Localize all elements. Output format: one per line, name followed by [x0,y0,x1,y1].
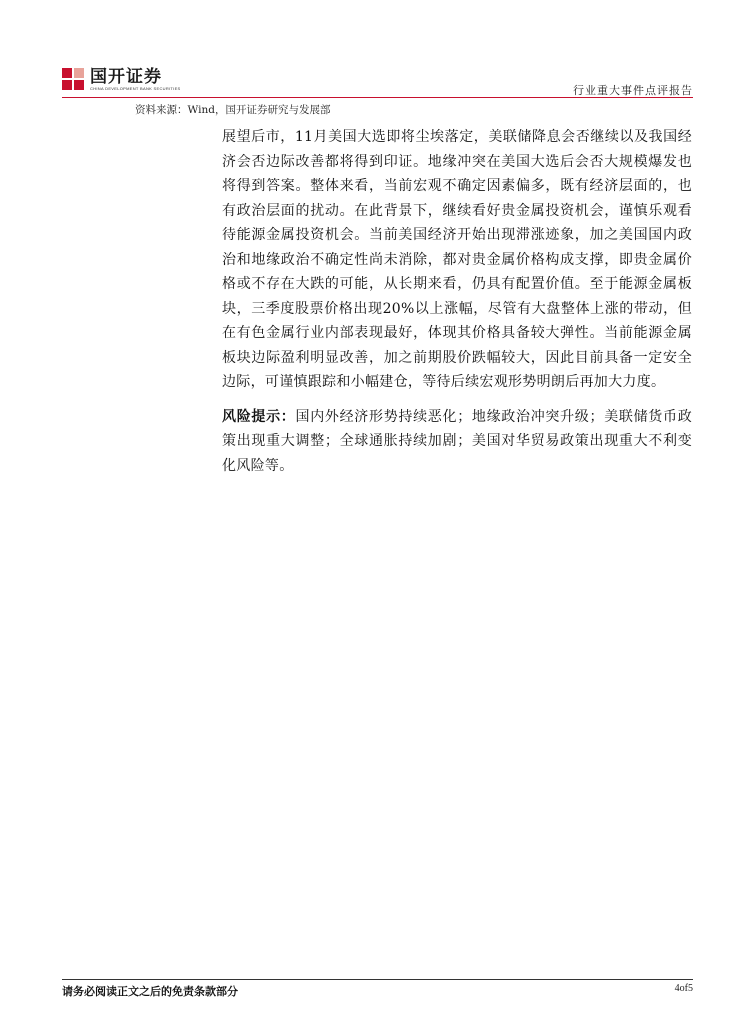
report-type: 行业重大事件点评报告 [573,84,693,97]
company-logo [62,66,181,92]
risk-paragraph [222,405,692,479]
outlook-paragraph: 展望后市，11月美国大选即将尘埃落定，美联储降息会否继续以及我国经济会否边际改善都将得到印证。地缘冲突在美国大选后会否大规模爆发也将得到答案。整体来看，当前宏观不确定因素偏多，既有经济层面的，也有政治层面的扰动。在此背景下，继续看好贵金属投资机会，谨慎乐观看待能源金属投资机会。当前美国经济开始出现滞涨迹象，加之美国国内政治和地缘政治不确定性尚未消除，都对贵金属价格构成支撑，即贵金属价格或不存在大跌的可能，从长期来看，仍具有配置价值。至于能源金属板块，三季度股票价格出现20%以上涨幅，尽管有大盘整体上涨的带动，但在有色金属行业内部表现最好，体现其价格具备较大弹性。当前能源金属板块边际盈利明显改善，加之前期股价跌幅较大，因此目前具备一定安全边际，可谨慎跟踪和小幅建仓，等待后续宏观形势明朗后再加大力度。 [222,129,692,390]
risk-label: 风险提示： [222,408,296,425]
risk-text: 国内外经济形势持续恶化；地缘政治冲突升级；美联储货币政策出现重大调整；全球通胀持续加剧；美国对华贸易政策出现重大不利变化风险等。 [222,408,692,474]
header-divider [62,97,693,98]
logo-subtitle: CHINA DEVELOPMENT BANK SECURITIES [90,85,181,91]
page-number: 4of5 [674,983,693,994]
footer-divider [62,979,693,980]
body-text [222,125,692,478]
disclaimer: 请务必阅读正文之后的免责条款部分 [62,985,238,998]
logo-name: 国开证券 [90,66,162,87]
source-note: 资料来源：Wind，国开证券研究与发展部 [135,104,331,116]
logo-mark-icon [62,68,84,90]
